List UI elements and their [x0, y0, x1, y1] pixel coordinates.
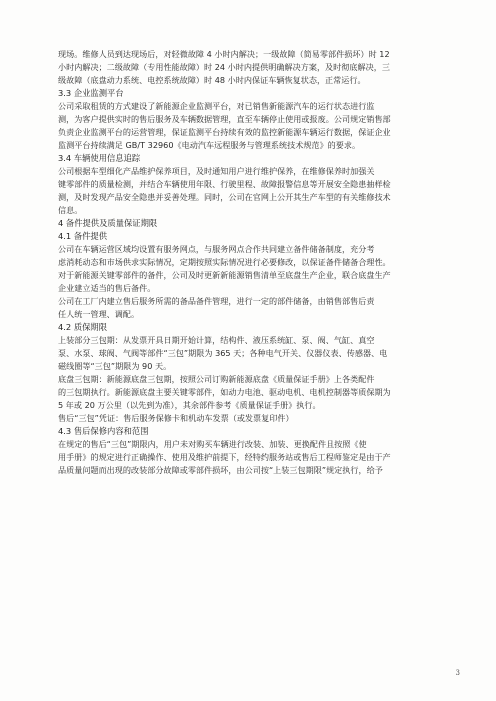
body-line: 公司根据车型细化产品维护保养项目，及时通知用户进行维护保养，在维修保养时加强关	[58, 166, 375, 176]
body-line: 上装部分三包期：从发票开具日期开始计算，结构件、液压系统缸、泵、阀、气缸、真空	[58, 335, 375, 345]
body-line: 公司在工厂内建立售后服务所需的备品备件管理，进行一定的部件储备，由销售部售后责	[58, 296, 375, 306]
body-line: 现场。维修人员到达现场后，对轻微故障 4 小时内解决；一级故障（简易零部件损坏）时 12	[58, 49, 390, 59]
section-heading-4: 4 备件提供及质量保证期限	[58, 218, 158, 228]
body-line: 磁线圈等“三包”期限为 90 天。	[58, 361, 172, 371]
body-line: 售后“三包”凭证：售后服务保修卡和机动车发票（或发票复印件）	[58, 413, 294, 423]
section-heading-3-3: 3.3 企业监测平台	[58, 88, 124, 98]
section-heading-3-4: 3.4 车辆使用信息追踪	[58, 153, 141, 163]
body-line: 在规定的售后“三包”期限内，用户未对购买车辆进行改装、加装、更换配件且按照《使	[58, 439, 367, 449]
document-body	[58, 48, 468, 477]
body-line: 键零部件的质量检测，并结合车辆使用年限、行驶里程、故障报警信息等开展安全隐患抽样检	[58, 179, 391, 189]
body-line: 信息。	[58, 205, 83, 215]
body-line: 底盘三包期：新能源底盘三包期，按照公司订购新能源底盘《质量保证手册》上各类配件	[58, 374, 375, 384]
body-line: 品质量问题而出现的改装部分故障或零部件损坏，由公司按“上装三包期限”规定执行，给予	[58, 465, 383, 475]
body-line: 用手册》的规定进行正确操作、使用及维护前提下，经特约服务站或售后工程师鉴定是由于产	[58, 452, 391, 462]
body-line: 的三包期执行。新能源底盘主要关键零部件，如动力电池、驱动电机、电机控制器等质保期为	[58, 387, 391, 397]
body-line: 任人统一管理、调配。	[58, 309, 140, 319]
body-line: 5 年或 20 万公里（以先到为准），其余部件参考《质量保证手册》执行。	[58, 400, 321, 410]
body-line: 公司在车辆运营区域均设置有服务网点，与服务网点合作共同建立备件储备制度，充分考	[58, 244, 375, 254]
body-line: 监测平台持续满足 GB/T 32960《电动汽车远程服务与管理系统技术规范》的要求。	[58, 140, 361, 150]
page-number: 3	[455, 669, 460, 677]
body-line: 级故障（底盘动力系统、电控系统故障）时 48 小时内保证车辆恢复状态，正常运行。	[58, 75, 366, 85]
body-line: 小时内解决；二级故障（专用性能故障）时 24 小时内提供明确解决方案，及时彻底解决，三	[58, 62, 390, 72]
section-heading-4-2: 4.2 质保期限	[58, 322, 108, 332]
section-heading-4-3: 4.3 售后保修内容和范围	[58, 426, 149, 436]
body-line: 测，为客户提供实时的售后服务及车辆数据管理，直至车辆停止使用或报废。公司规定销售部	[58, 114, 391, 124]
section-heading-4-1: 4.1 备件提供	[58, 231, 108, 241]
body-line: 对于新能源关键零部件的备件，公司及时更新新能源销售清单至底盘生产企业，联合底盘生产	[58, 270, 391, 280]
body-line: 虑消耗动态和市场供求实际情况，定期按照实际情况进行必要修改，以保证备件储备合理性。	[58, 257, 391, 267]
body-line: 公司采取租赁的方式建设了新能源企业监测平台，对已销售新能源汽车的运行状态进行监	[58, 101, 375, 111]
body-line: 负责企业监测平台的运营管理，保证监测平台持续有效的监控新能源车辆运行数据，保证企业	[58, 127, 391, 137]
body-line: 泵、水泵、球阀、气阀等部件“三包”期限为 365 天；各种电气开关、仪器仪表、传感器、电	[58, 348, 388, 358]
body-line: 企业建立适当的售后备件。	[58, 283, 156, 293]
body-line: 测，及时发现产品安全隐患并妥善处理。同时，公司在官网上公开其生产车型的有关维修技术	[58, 192, 391, 202]
